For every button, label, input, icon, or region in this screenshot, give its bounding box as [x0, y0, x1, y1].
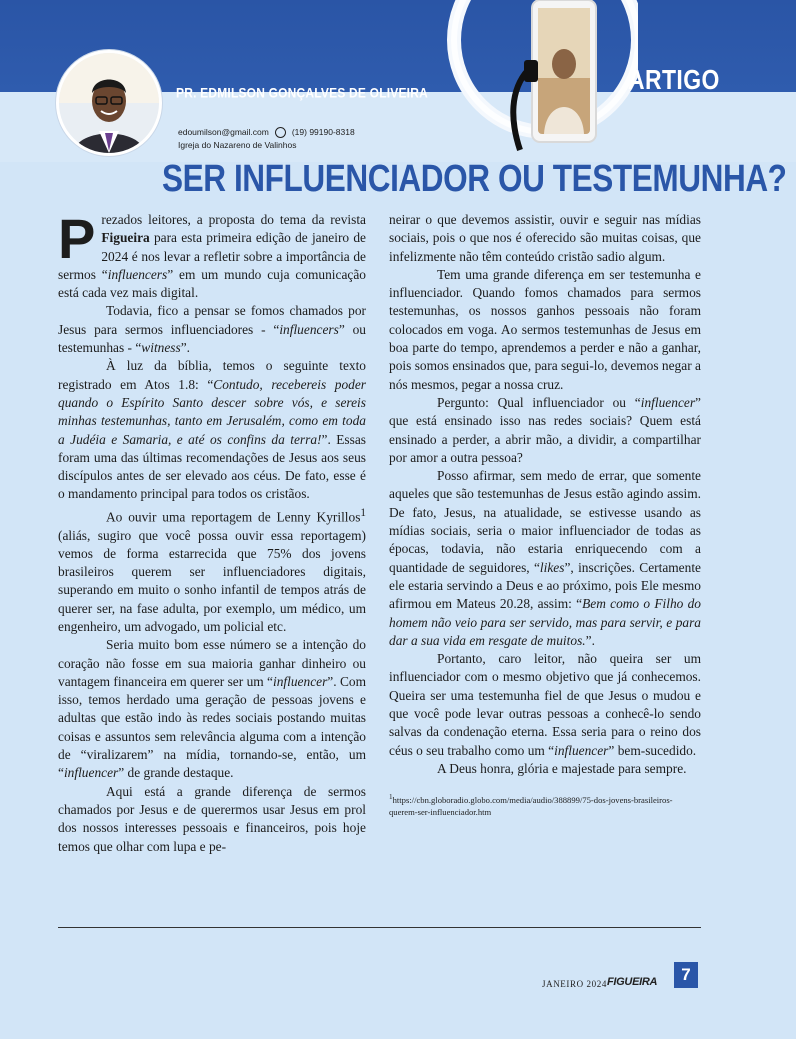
- paragraph-9: Pergunto: Qual influenciador ou “influencer” que está ensinado isso nas redes sociais? Quem está ensinado a perder, a abrir mão, a dividir, a compartilhar por amor a outra pessoa?: [389, 394, 701, 465]
- footer-brand-logo: FIGUEIRA: [607, 976, 658, 988]
- paragraph-12: A Deus honra, glória e majestade para sempre.: [437, 760, 687, 776]
- whatsapp-icon: [275, 127, 286, 138]
- paragraph-1: Prezados leitores, a proposta do tema da revista Figueira para esta primeira edição de janeiro de 2024 é nos levar a refletir sobre a importância de sermos “influencers” em um mundo cuja comunicação está cada vez mais digital.: [58, 207, 366, 301]
- footnote-link[interactable]: https://cbn.globoradio.globo.com/media/audio/388899/75-dos-jovens-brasileiros-querem-ser-influenciador.htm: [389, 795, 673, 817]
- author-email: edoumilson@gmail.com: [178, 127, 269, 137]
- footnote-ref: 1: [360, 506, 366, 519]
- page-number: 7: [674, 962, 698, 988]
- paragraph-2: Todavia, fico a pensar se fomos chamados por Jesus para sermos influenciadores - “influencers” ou testemunhas - “witness”.: [58, 303, 366, 356]
- section-label: ARTIGO: [628, 64, 720, 95]
- author-church: Igreja do Nazareno de Valinhos: [178, 140, 297, 150]
- footer-month: JANEIRO 2024: [542, 979, 607, 989]
- paragraph-8: Tem uma grande diferença em ser testemunha e influenciador. Quando fomos chamados para sermos testemunhas, os nossos ganhos pessoais não foram colocados em voga. Ao sermos testemunhas de Jesus em boa parte do tempo, aprendemos a perder e não a ganhar, pois somos ensinados que, para segui-lo, devemos negar a nós mesmos, pegar a nossa cruz.: [389, 266, 701, 392]
- author-phone: (19) 99190-8318: [291, 127, 355, 137]
- article-headline: SER INFLUENCIADOR OU TESTEMUNHA?: [162, 158, 787, 200]
- footnote: $^1$https://cbn.globoradio.globo.com/media/audio/388899/75-dos-jovens-brasileiros-querem-ser-influenciador.htm: [389, 793, 673, 817]
- ring-light-phone-illustration: [428, 0, 638, 170]
- paragraph-6: Aqui está a grande diferença de sermos chamados por Jesus e de querermos usar Jesus em prol dos nossos interesses pessoais e financeiros, pois hoje temos que olhar com lupa e pe-: [58, 783, 366, 854]
- author-contact: [178, 126, 355, 152]
- paragraph-11: Portanto, caro leitor, não queira ser um influenciador com o mesmo objetivo que já conhecemos. Queira ser uma testemunha fiel de que Jesus o mudou e que você pode levar outras pessoas a conhecê-lo sendo salvas da condenação eterna. Essa seria para o reino dos céus o seu trabalho como um “influencer” bem-sucedido.: [389, 651, 701, 758]
- dropcap: P: [58, 207, 96, 270]
- paragraph-10: Posso afirmar, sem medo de errar, que somente aqueles que são testemunhas de Jesus estão agindo assim. De fato, Jesus, na atualidade, se estivesse usando as mídias sociais, seria o maior influenciador de todas as épocas, todavia, não estaria enriquecendo com a quantidade de seguidores, “likes”, inscrições. Certamente ele estaria servindo a Deus e ao próximo, pois Ele mesmo afirmou em Mateus 20.28, assim: “Bem como o Filho do homem não veio para ser servido, mas para servir, e para dar a sua vida em resgate de muitos.”.: [389, 468, 701, 648]
- author-name: PR. EDMILSON GONÇALVES DE OLIVEIRA: [176, 84, 428, 102]
- paragraph-5: Seria muito bom esse número se a intenção do coração não fosse em sua maioria ganhar dinheiro ou vantagem financeira em querer ser um “influencer”. Com isso, temos herdado uma geração de pessoas jovens e adultas que estão indo às redes sociais postando muitas coisas e assuntos sem relevância alguma com a intenção de “viralizarem” na mídia, tornando-se, então, um “influencer” de grande destaque.: [58, 637, 366, 781]
- paragraph-4: Ao ouvir uma reportagem de Lenny Kyrillos$^1$ (aliás, sugiro que você possa ouvir essa reportagem) vemos de forma estarrecida que 75% dos jovens brasileiros querem ser influenciadores digitais, superando em muito o sonho infantil de tempos atrás de querer ser, na fase adulta, por exemplo, um médico, um engenheiro, um advogado, um policial etc.: [58, 506, 366, 634]
- author-photo: [56, 50, 162, 156]
- paragraph-3: À luz da bíblia, temos o seguinte texto registrado em Atos 1.8: “Contudo, recebereis poder quando o Espírito Santo descer sobre vós, e sereis minhas testemunhas, tanto em Jerusalém, como em toda a Judéia e Samaria, e até os confins da terra!”. Essas foram uma das últimas recomendações de Jesus aos seus discípulos antes de ser elevado aos céus. De fato, esse é o mandamento principal para todos os cristãos.: [58, 358, 366, 502]
- footer-rule: [58, 927, 701, 928]
- paragraph-7: neirar o que devemos assistir, ouvir e seguir nas mídias sociais, pois o que nos é oferecido são muitas coisas, que infelizmente não têm conteúdo cristão sadio algum.: [389, 212, 701, 264]
- left-column: [58, 207, 366, 856]
- right-column: [389, 211, 701, 818]
